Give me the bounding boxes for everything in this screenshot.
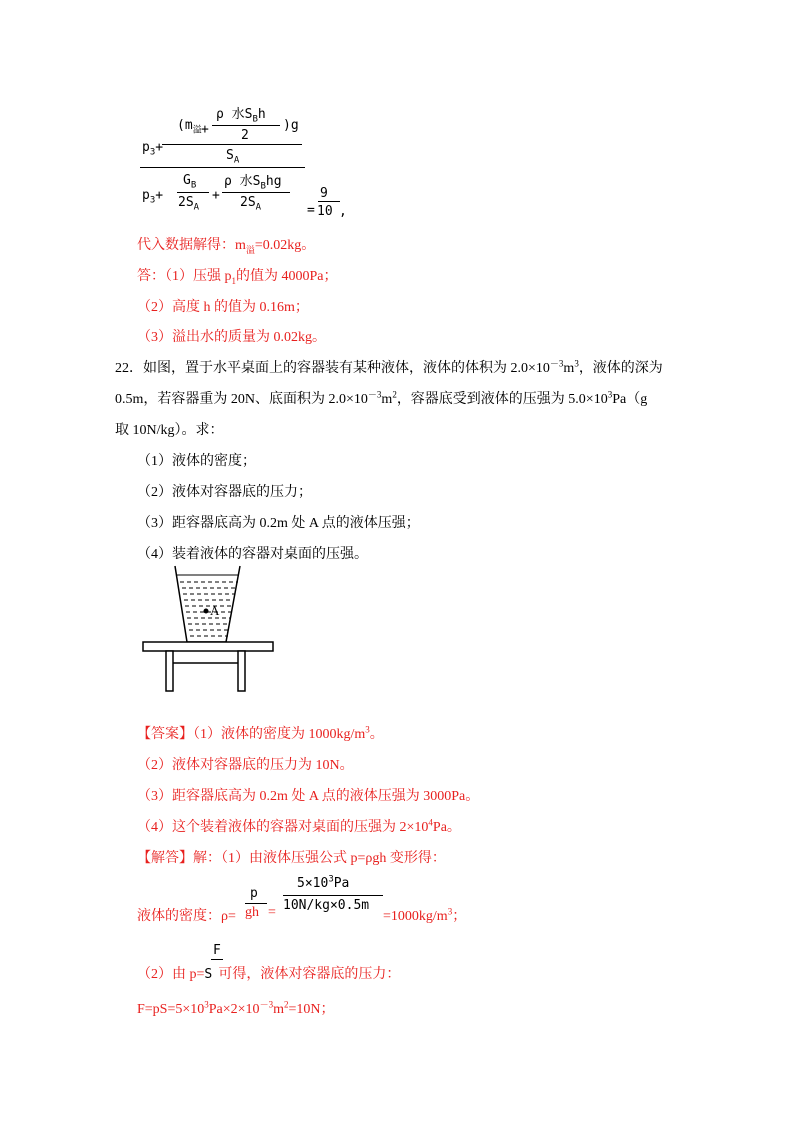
frac2-denominator: 10N/kg×0.5m — [283, 898, 370, 913]
p2-frac-numerator: F — [213, 943, 221, 958]
solution-result-line: 代入数据解得：$m_溢=0.02kg$。 — [137, 238, 316, 255]
density-result: $=1000kg/m^3$； — [383, 906, 467, 924]
main-fraction-bar — [140, 167, 305, 168]
question-22-line-3: 取 10N/kg）。求： — [115, 423, 224, 438]
table-top — [143, 642, 273, 651]
answer-4: （4）这个装着液体的容器对桌面的压强为 $2\times 10^4Pa$。 — [137, 817, 461, 835]
table-leg-right — [238, 651, 245, 691]
frac2-bar — [283, 895, 383, 896]
mid-fraction-bar — [162, 144, 302, 145]
p3-left: $p_3+$ — [142, 140, 164, 158]
point-a-marker — [204, 609, 209, 614]
lower-plus2: + — [212, 188, 220, 203]
inner-numerator: ρ 水$S_Bh$ — [216, 107, 266, 125]
solution-intro: 【解答】解：（1）由液体压强公式 p=ρgh 变形得： — [137, 851, 446, 866]
inner-fraction-bar — [212, 125, 280, 126]
density-label: 液体的密度：ρ= — [137, 909, 236, 924]
table-leg-left — [166, 651, 173, 691]
m-spill-open: ($m_溢$ — [177, 118, 202, 136]
comma: , — [339, 204, 347, 219]
container-on-table-figure — [130, 560, 280, 700]
den-SA: $S_A$ — [226, 148, 240, 166]
ratio-denominator: 10 — [317, 204, 333, 219]
lower-GB: $G_B$ — [183, 173, 197, 191]
frac1-bar — [245, 903, 267, 904]
close-g: )g — [283, 118, 299, 133]
answer-line-3: （3）溢出水的质量为 0.02kg。 — [137, 330, 326, 345]
answer-line-2: （2）高度 h 的值为 0.16m； — [137, 300, 309, 315]
answer-line-1: 答：（1）压强 $p_1$的值为 4000Pa； — [137, 269, 338, 286]
answer-3: （3）距容器底高为 0.2m 处 A 点的液体压强为 3000Pa。 — [137, 789, 480, 804]
lower-num2: ρ 水$S_Bhg$ — [224, 174, 282, 192]
question-22-part-3: （3）距容器底高为 0.2m 处 A 点的液体压强； — [137, 516, 420, 531]
force-calculation: $F=pS=5\times 10^3Pa\times 2\times 10^{-3}m^2=10N$； — [137, 999, 335, 1017]
question-22-part-1: （1）液体的密度； — [137, 454, 256, 469]
inner-denominator: 2 — [241, 128, 249, 143]
question-22-part-2: （2）液体对容器底的压力； — [137, 485, 312, 500]
ratio-numerator: 9 — [320, 186, 328, 201]
point-a-label: A — [210, 603, 220, 618]
plus-sign: + — [201, 122, 209, 137]
question-22-line-2: 0.5m，若容器重为 20N、底面积为 $2.0\times 10^{-3}m^2$，容器底受到液体的压强为 $5.0\times 10^3Pa(g$ — [115, 389, 648, 407]
equals-sign: = — [307, 203, 315, 218]
lower-frac2-bar — [222, 192, 290, 193]
equals-1: = — [268, 905, 276, 920]
lower-2SA: $2S_A$ — [178, 195, 200, 213]
lower-frac1-bar — [177, 192, 209, 193]
ratio-bar — [318, 201, 340, 202]
frac1-denominator: gh — [245, 905, 259, 920]
answer-2: （2）液体对容器底的压力为 10N。 — [137, 758, 354, 773]
frac2-numerator: $5\times 10^3Pa$ — [297, 874, 350, 891]
lower-2SA2: $2S_A$ — [240, 195, 262, 213]
question-22-line-1: 22．如图，置于水平桌面上的容器装有某种液体，液体的体积为 $2.0\times 10^{-3}m^3$，液体的深为 — [115, 358, 663, 376]
container-outline — [175, 566, 240, 642]
lower-p3: $p_3+$ — [142, 188, 164, 206]
p2-frac-bar — [211, 959, 223, 960]
answer-1: 【答案】（1）液体的密度为 $1000kg/m^3$。 — [137, 724, 384, 742]
frac1-numerator: p — [250, 886, 258, 901]
question-22-part-4: （4）装着液体的容器对桌面的压强。 — [137, 547, 368, 562]
pressure-formula-line: （2）由 p=S 可得，液体对容器底的压力： — [137, 967, 401, 982]
